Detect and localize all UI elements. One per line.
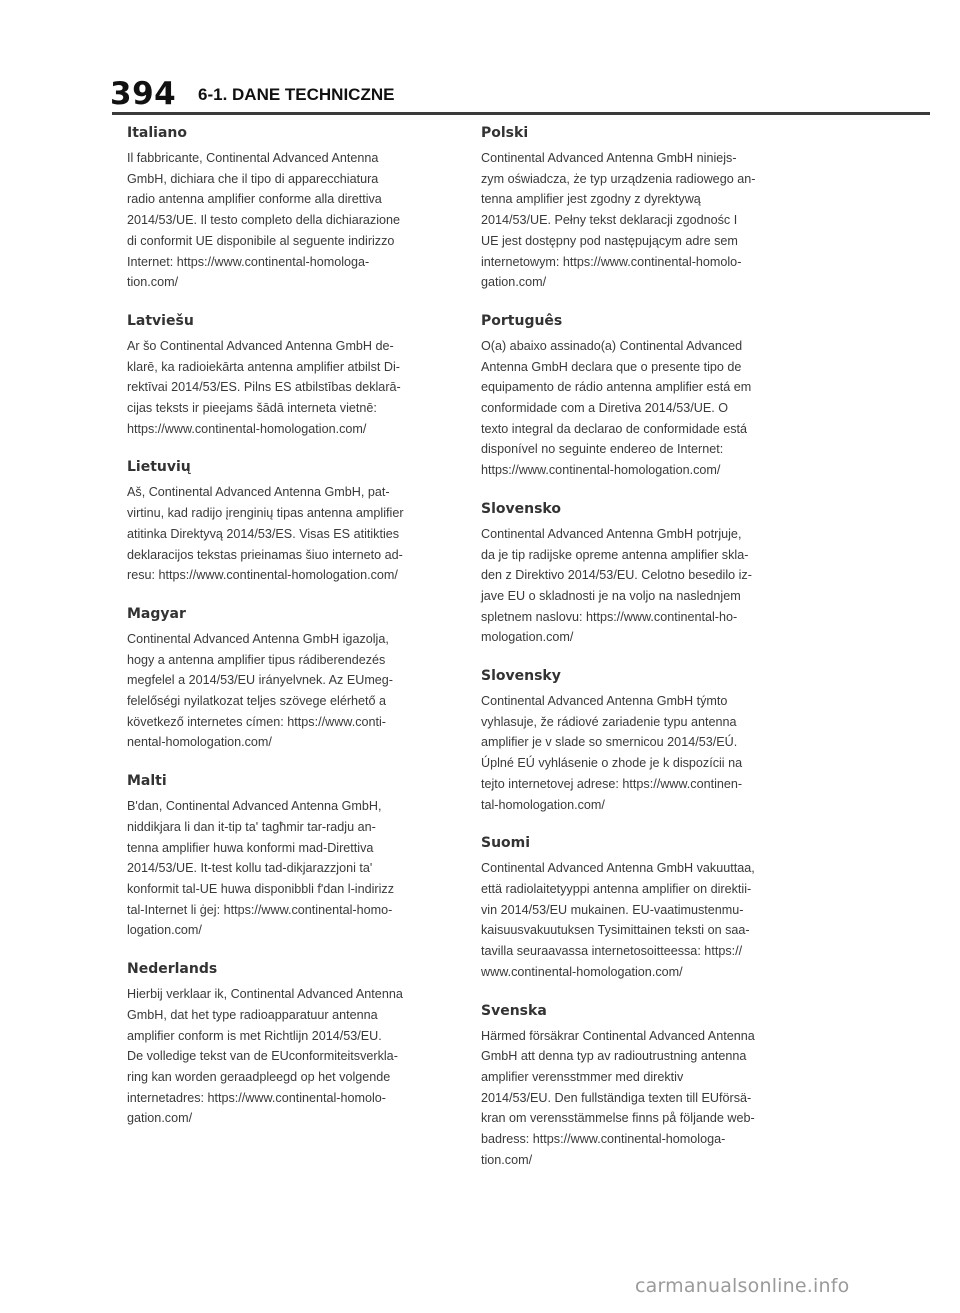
declaration-text-line: vyhlasuje, že rádiové zariadenie typu antenna [481, 714, 737, 729]
language-heading: Suomi [481, 835, 531, 852]
declaration-text-line: www.continental-homologation.com/ [481, 964, 683, 979]
declaration-text-line: ring kan worden geraadpleegd op het volgende [127, 1069, 391, 1084]
declaration-text-line: vin 2014/53/EU mukainen. EU-vaatimustenmu- [481, 902, 744, 917]
declaration-text-line: tion.com/ [127, 275, 179, 290]
declaration-text-line: deklaracijos tekstas prieinamas šiuo interneto ad- [127, 547, 403, 562]
language-heading: Magyar [127, 605, 186, 622]
declaration-text-line: GmbH att denna typ av radioutrustning antenna [481, 1049, 747, 1064]
language-section [127, 771, 457, 941]
declaration-text-line: da je tip radijske opreme antenna amplifier skla- [481, 547, 749, 562]
declaration-text-line: equipamento de rádio antenna amplifier está em [481, 380, 752, 395]
language-section [481, 311, 811, 481]
language-section [481, 833, 811, 982]
declaration-text-line: 2014/53/EU. Den fullständiga texten till EUförsä- [481, 1090, 752, 1105]
declaration-text-line: klarē, ka radioiekārta antenna amplifier atbilst Di- [127, 359, 400, 374]
declaration-text-line: resu: https://www.continental-homologation.com/ [127, 568, 398, 583]
declaration-text-line: spletnem naslovu: https://www.continental-ho- [481, 609, 738, 624]
declaration-text-line: amplifier conform is met Richtlijn 2014/53/EU. [127, 1028, 382, 1043]
right-column [481, 123, 811, 1188]
declaration-text-line: radio antenna amplifier conforme alla direttiva [127, 192, 382, 207]
declaration-text-line: https://www.continental-homologation.com/ [481, 463, 721, 478]
declaration-text-line: GmbH, dichiara che il tipo di apparecchiatura [127, 171, 379, 186]
declaration-text-line: Úplné EÚ vyhlásenie o zhode je k dispozícii na [481, 756, 743, 771]
language-section [481, 1001, 811, 1171]
declaration-text-line: rektīvai 2014/53/ES. Pilns ES atbilstības deklarā- [127, 380, 401, 395]
declaration-text-line: O(a) abaixo assinado(a) Continental Advanced [481, 338, 743, 353]
declaration-text-line: Continental Advanced Antenna GmbH vakuuttaa, [481, 861, 755, 876]
declaration-text-line: conformidade com a Diretiva 2014/53/UE. O [481, 401, 729, 416]
declaration-text-line: megfelel a 2014/53/EU irányelvnek. Az EUmeg- [127, 673, 394, 688]
declaration-text-line: di conformit UE disponibile al seguente indirizzo [127, 233, 395, 248]
language-heading: Lietuvių [127, 459, 191, 476]
page-number: 394 [110, 76, 177, 112]
declaration-text-line: hogy a antenna amplifier tipus rádiberendezés [127, 652, 386, 667]
declaration-text-line: Hierbij verklaar ik, Continental Advanced Antenna [127, 987, 403, 1002]
declaration-text-line: gation.com/ [127, 1111, 193, 1126]
language-section [127, 311, 457, 440]
declaration-text-line: jave EU o skladnosti je na voljo na naslednjem [481, 588, 741, 603]
declaration-text-line: De volledige tekst van de EUconformiteitsverkla- [127, 1049, 398, 1064]
declaration-text-line: tejto internetovej adrese: https://www.continen- [481, 776, 743, 791]
declaration-text-line: tenna amplifier huwa konformi mad-Direttiva [127, 840, 374, 855]
declaration-text-line: 2014/53/UE. It-test kollu tad-dikjarazzjoni ta' [127, 861, 373, 876]
language-heading: Italiano [127, 125, 187, 141]
language-heading: Slovensko [481, 500, 561, 517]
declaration-text-line: tion.com/ [481, 1152, 533, 1167]
declaration-text-line: disponível no seguinte endereo de Internet: [481, 442, 724, 457]
declaration-text-line: kran om verensstämmelse finns på följande web- [481, 1111, 755, 1126]
declaration-text-line: texto integral da declarao de conformidade está [481, 421, 748, 436]
language-section [127, 604, 457, 753]
language-heading: Polski [481, 125, 529, 141]
declaration-text-line: nental-homologation.com/ [127, 735, 272, 750]
declaration-text-line: niddikjara li dan it-tip ta' tagħmir tar-radju an- [127, 819, 376, 834]
declaration-text-line: tenna amplifier jest zgodny z dyrektywą [481, 192, 701, 207]
header-divider [112, 112, 930, 115]
declaration-text-line: internetowym: https://www.continental-homolo- [481, 254, 742, 269]
declaration-text-line: tal-homologation.com/ [481, 797, 605, 812]
language-heading: Svenska [481, 1002, 547, 1019]
declaration-text-line: mologation.com/ [481, 630, 574, 645]
declaration-text-line: logation.com/ [127, 923, 202, 938]
declaration-text-line: tal-Internet li ġej: https://www.continental-homo- [127, 902, 393, 917]
declaration-text-line: cijas teksts ir pieejams šādā interneta vietnē: [127, 401, 377, 416]
declaration-text-line: badress: https://www.continental-homologa- [481, 1132, 726, 1147]
declaration-text-line: Antenna GmbH declara que o presente tipo de [481, 359, 742, 374]
declaration-text-line: Aš, Continental Advanced Antenna GmbH, pat- [127, 485, 390, 500]
declaration-text-line: zym oświadcza, że typ urządzenia radiowego an- [481, 171, 756, 186]
declaration-text-line: Ar šo Continental Advanced Antenna GmbH de- [127, 338, 394, 353]
watermark-text: carmanualsonline.info [635, 1275, 850, 1297]
declaration-text-line: Internet: https://www.continental-homologa- [127, 254, 370, 269]
declaration-text-line: Continental Advanced Antenna GmbH niniejs- [481, 151, 737, 165]
language-section [127, 123, 457, 293]
language-section [481, 123, 811, 293]
declaration-text-line: tavilla seuraavassa internetosoitteessa: https:// [481, 944, 743, 959]
declaration-text-line: atitinka Direktyvą 2014/53/ES. Visas ES atitikties [127, 526, 400, 541]
declaration-text-line: Continental Advanced Antenna GmbH týmto [481, 694, 728, 709]
declaration-text-line: den z Direktivo 2014/53/EU. Celotno besedilo iz- [481, 568, 752, 583]
declaration-text-line: 2014/53/UE. Pełny tekst deklaracji zgodnośc I [481, 213, 738, 228]
declaration-text-line: B'dan, Continental Advanced Antenna GmbH, [127, 799, 382, 814]
declaration-text-line: 2014/53/UE. Il testo completo della dichiarazione [127, 213, 401, 228]
declaration-text-line: UE jest dostępny pod następującym adre sem [481, 233, 738, 248]
declaration-text-line: Härmed försäkrar Continental Advanced Antenna [481, 1028, 755, 1043]
left-column [127, 123, 457, 1147]
declaration-text-line: kaisuusvakuutuksen Tysimittainen teksti on saa- [481, 923, 750, 938]
declaration-text-line: amplifier je v slade so smernicou 2014/53/EÚ. [481, 735, 738, 750]
language-heading: Português [481, 312, 563, 329]
declaration-text-line: gation.com/ [481, 275, 547, 290]
declaration-text-line: että radiolaitetyyppi antenna amplifier on direktii- [481, 881, 752, 896]
chapter-title: 6-1. DANE TECHNICZNE [198, 85, 395, 104]
language-section [127, 457, 457, 586]
declaration-text-line: Continental Advanced Antenna GmbH potrjuje, [481, 526, 742, 541]
declaration-text-line: GmbH, dat het type radioapparatuur antenna [127, 1007, 378, 1022]
declaration-text-line: Continental Advanced Antenna GmbH igazolja, [127, 631, 389, 646]
declaration-text-line: amplifier verensstmmer med direktiv [481, 1069, 684, 1084]
language-heading: Malti [127, 773, 167, 790]
language-section [127, 959, 457, 1129]
declaration-text-line: Il fabbricante, Continental Advanced Antenna [127, 151, 379, 165]
language-section [481, 499, 811, 648]
declaration-text-line: virtinu, kad radijo įrenginių tipas antenna amplifier [127, 506, 404, 521]
declaration-text-line: internetadres: https://www.continental-homolo- [127, 1090, 387, 1105]
language-heading: Nederlands [127, 961, 218, 978]
declaration-text-line: https://www.continental-homologation.com/ [127, 421, 367, 436]
declaration-text-line: következő internetes címen: https://www.conti- [127, 714, 386, 729]
declaration-text-line: felelőségi nyilatkozat teljes szövege elérhető a [127, 694, 387, 709]
language-heading: Slovensky [481, 668, 561, 685]
declaration-text-line: konformit tal-UE huwa disponibbli f'dan l-indirizz [127, 881, 394, 896]
language-section [481, 666, 811, 815]
language-heading: Latviešu [127, 312, 194, 329]
